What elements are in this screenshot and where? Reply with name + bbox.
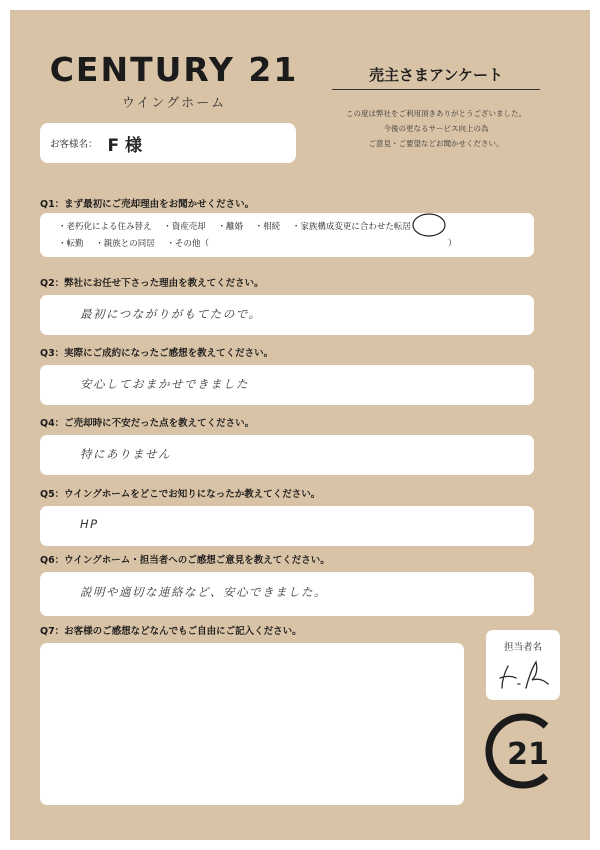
survey-greeting xyxy=(332,106,540,151)
century21-logo xyxy=(484,712,564,790)
q3-label: Q3：実際にご成約になったご感想を教えてください。 xyxy=(40,348,274,359)
customer-name-label: お客様名： xyxy=(50,139,98,150)
q1-option[interactable]: ・離婚 xyxy=(217,222,243,232)
logo-number: 21 xyxy=(507,737,549,772)
greeting-line: この度は弊社をご利用頂きありがとうございました。 xyxy=(346,109,526,118)
q1-option[interactable]: ・その他（ xyxy=(166,239,209,249)
greeting-line: 今後の更なるサービス向上の為 xyxy=(383,124,489,133)
brand-name: CENTURY 21 xyxy=(49,50,299,89)
brand-header xyxy=(44,50,304,111)
q1-label: Q1：まず最初にご売却理由をお聞かせください。 xyxy=(40,199,255,210)
q2-answer: 最初につながりがもてたので。 xyxy=(80,307,262,321)
staff-signature-box[interactable] xyxy=(486,630,560,700)
q1-answer-box[interactable] xyxy=(40,213,534,257)
q7-answer-box[interactable] xyxy=(40,643,464,805)
q6-label: Q6：ウイングホーム・担当者へのご感想ご意見を教えてください。 xyxy=(40,555,330,566)
greeting-line: ご意見・ご要望などお聞かせください。 xyxy=(368,139,504,148)
q5-answer: HP xyxy=(80,517,99,531)
q6-answer: 説明や適切な連絡など、安心できました。 xyxy=(80,585,327,599)
q5-label: Q5：ウイングホームをどこでお知りになったか教えてください。 xyxy=(40,489,321,500)
staff-name-label: 担当者名 xyxy=(503,642,542,653)
q5-answer-box[interactable] xyxy=(40,506,534,546)
q4-answer-box[interactable] xyxy=(40,435,534,475)
q1-option-selected[interactable]: ・家族構成変更に合わせた転居 xyxy=(291,222,411,232)
customer-name-value: F 様 xyxy=(107,135,143,156)
q7-label: Q7：お客様のご感想などなんでもご自由にご記入ください。 xyxy=(40,626,302,637)
q3-answer-box[interactable] xyxy=(40,365,534,405)
q2-answer-box[interactable] xyxy=(40,295,534,335)
q3-answer: 安心しておまかせできました xyxy=(80,377,249,391)
customer-name-field[interactable] xyxy=(40,123,296,163)
q1-option[interactable]: ・相続 xyxy=(254,222,281,232)
q1-selection-circle xyxy=(40,213,534,257)
staff-signature xyxy=(496,654,552,696)
survey-title: 売主さまアンケート xyxy=(332,64,540,90)
q4-label: Q4：ご売却時に不安だった点を教えてください。 xyxy=(40,418,255,429)
q6-answer-box[interactable] xyxy=(40,572,534,616)
q1-option[interactable]: ・老朽化による住み替え xyxy=(58,222,152,232)
q2-label: Q2：弊社にお任せ下さった理由を教えてください。 xyxy=(40,278,264,289)
q1-option[interactable]: ・資産売却 xyxy=(163,222,206,232)
q4-answer: 特にありません xyxy=(80,447,171,461)
q1-option[interactable]: ・親族との同居 xyxy=(95,239,155,249)
q1-other-close-paren: ） xyxy=(448,239,457,249)
brand-subtitle: ウイングホーム xyxy=(121,96,227,111)
q1-option[interactable]: ・転勤 xyxy=(58,239,84,249)
survey-sheet xyxy=(10,10,590,840)
